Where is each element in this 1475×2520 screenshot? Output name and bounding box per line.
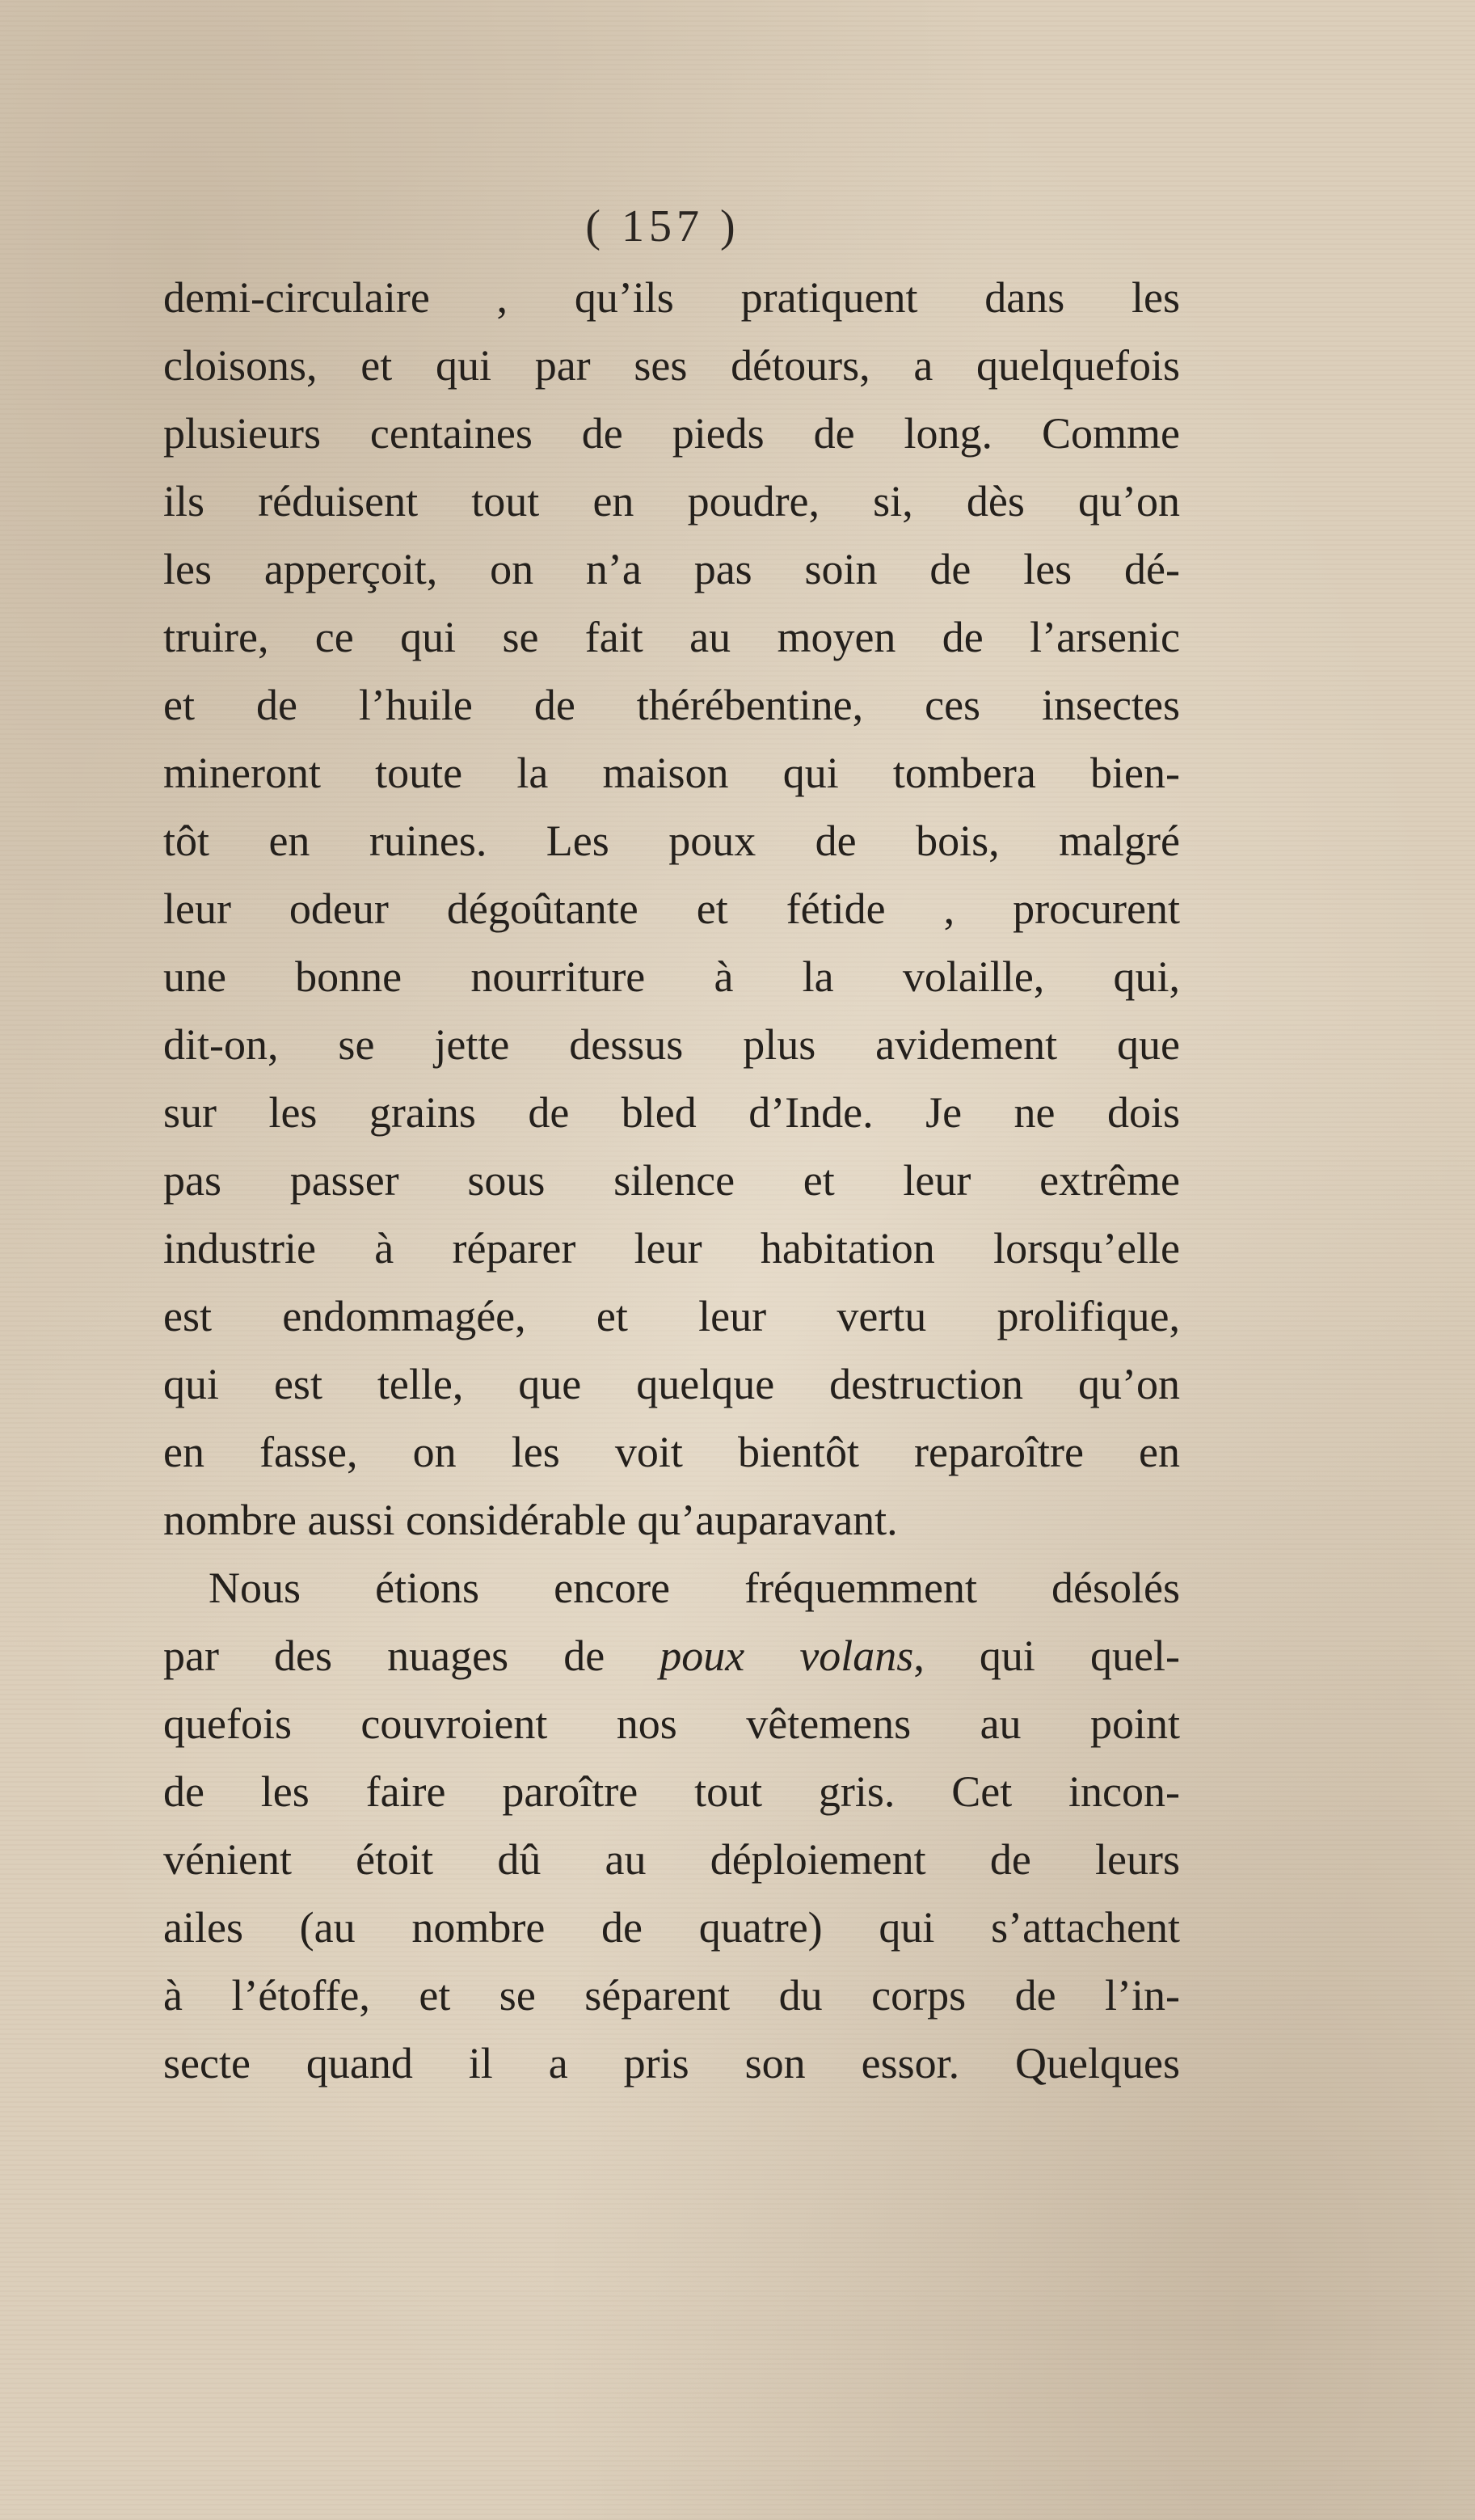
text-line: ailes (au nombre de quatre) qui s’attachent [163,1903,1180,1952]
text-line: de les faire paroître tout gris. Cet incon- [163,1767,1180,1816]
text-line: cloisons, et qui par ses détours, a quelquefois [163,341,1180,390]
text-run: , qui quel- [913,1631,1180,1680]
text-line: dit-on, se jette dessus plus avidement que [163,1020,1180,1069]
text-line: tôt en ruines. Les poux de bois, malgré [163,817,1180,865]
text-line: en fasse, on les voit bientôt reparoître en [163,1428,1180,1476]
text-line [163,1622,1180,1690]
paragraph-1 [163,264,1180,1554]
text-line: secte quand il a pris son essor. Quelques [163,2039,1180,2087]
text-line: nombre aussi considérable qu’auparavant. [163,1496,898,1544]
text-line: à l’étoffe, et se séparent du corps de l’in- [163,1971,1180,2020]
italic-phrase: poux volans [660,1631,914,1680]
text-line: qui est telle, que quelque destruction qu’on [163,1360,1180,1408]
text-line: vénient étoit dû au déploiement de leurs [163,1835,1180,1884]
text-run: par des nuages de [163,1631,660,1680]
text-line: les apperçoit, on n’a pas soin de les dé- [163,545,1180,593]
text-line: industrie à réparer leur habitation lorsqu’elle [163,1224,1180,1273]
text-line: demi-circulaire , qu’ils pratiquent dans les [163,273,1180,322]
text-line: sur les grains de bled d’Inde. Je ne dois [163,1088,1180,1137]
text-line: est endommagée, et leur vertu prolifique, [163,1292,1180,1340]
text-line: truire, ce qui se fait au moyen de l’arsenic [163,613,1180,661]
page-number: ( 157 ) [585,201,740,251]
paragraph-2 [163,1554,1180,2097]
text-line: quefois couvroient nos vêtemens au point [163,1699,1180,1748]
text-line: plusieurs centaines de pieds de long. Comme [163,409,1180,458]
text-line: ils réduisent tout en poudre, si, dès qu’on [163,477,1180,526]
text-line: Nous étions encore fréquemment désolés [209,1564,1180,1612]
text-line: pas passer sous silence et leur extrême [163,1156,1180,1205]
body-text [163,264,1180,2097]
text-line: leur odeur dégoûtante et fétide , procurent [163,884,1180,933]
text-line: et de l’huile de thérébentine, ces insectes [163,681,1180,729]
text-line: mineront toute la maison qui tombera bien- [163,749,1180,797]
text-line: une bonne nourriture à la volaille, qui, [163,952,1180,1001]
